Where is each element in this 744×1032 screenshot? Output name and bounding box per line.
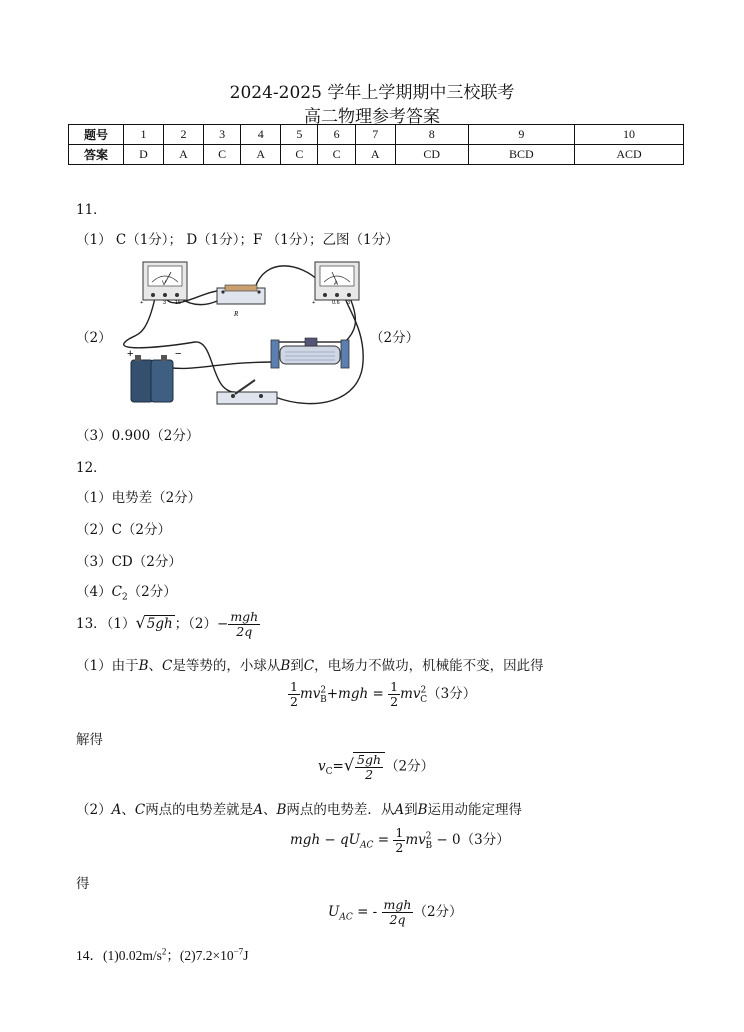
frac-den: 2q: [389, 912, 406, 927]
row-label-answers: 答案: [69, 145, 124, 165]
q12-part1: （1）电势差（2分）: [76, 490, 202, 506]
frac-den: 2: [290, 694, 298, 709]
sup: 2: [161, 946, 167, 957]
q13-de: 得: [76, 876, 90, 892]
frac-den: 2: [390, 694, 399, 709]
var: mv: [405, 832, 426, 848]
ammeter-tick: 0.6: [332, 300, 340, 306]
table-cell: 4: [241, 125, 281, 145]
text: 两点的电势差就是: [145, 802, 254, 818]
text: 运用动能定理得: [427, 802, 523, 818]
battery-minus: −: [175, 348, 182, 360]
text: 是等势的，小球从: [172, 658, 281, 674]
sup: 2: [425, 831, 432, 842]
eq: = -: [357, 904, 378, 920]
rheostat: [271, 338, 349, 368]
switch: [217, 380, 277, 404]
voltmeter-tick: 3: [163, 300, 167, 306]
q11-part1: （1） C（1分）； D（1分）；F （1分）；乙图（1分）: [76, 232, 399, 248]
text: 两点的电势差．从: [286, 802, 395, 818]
answer-table: [68, 124, 684, 165]
frac-num: 1: [390, 679, 399, 694]
var: C: [303, 658, 315, 674]
table-row-answers: [69, 145, 684, 165]
circuit-diagram: [105, 252, 375, 412]
table-cell: 1: [124, 125, 164, 145]
equation-potential-difference: [328, 898, 463, 927]
var: C: [134, 802, 146, 818]
resistor-label: R: [234, 310, 239, 318]
sup: 2: [320, 685, 327, 696]
q12-part4: [76, 580, 177, 603]
frac-num: 1: [290, 679, 298, 694]
document-subtitle: 高二物理参考答案: [304, 107, 440, 127]
text: 到: [290, 658, 304, 674]
sub: B: [320, 694, 327, 705]
text: − 0: [436, 832, 461, 848]
sub: AC: [360, 840, 374, 851]
table-cell: 9: [468, 125, 574, 145]
frac-den: 2: [365, 767, 374, 782]
table-cell: 7: [355, 125, 395, 145]
q11-part2-label: （2）: [76, 330, 112, 346]
var: U: [328, 904, 340, 920]
voltmeter-tick: +: [140, 300, 144, 306]
text: 、: [262, 802, 277, 818]
q13-sqrt: 5gh: [146, 616, 173, 632]
voltmeter-symbol: V: [162, 281, 167, 287]
table-cell: ACD: [575, 145, 684, 165]
var: mv: [299, 686, 321, 702]
q12-part4-var: C: [111, 584, 122, 600]
q13-neg: −: [217, 616, 229, 632]
row-label-numbers: 题号: [69, 125, 124, 145]
var: B: [276, 802, 287, 818]
ammeter-tick: 3: [347, 300, 351, 306]
ammeter-tick: +: [312, 300, 316, 306]
frac-den: 2: [395, 840, 404, 855]
table-cell: 2: [163, 125, 203, 145]
equation-velocity: $v_C=√$ $\frac{5gh}{2}$ （2分）: [318, 752, 435, 782]
var: A: [394, 802, 405, 818]
var: A: [111, 802, 122, 818]
resistor: [217, 285, 265, 318]
q13-solve: 解得: [76, 732, 103, 748]
sup: −7: [233, 946, 244, 957]
var: v: [318, 758, 326, 775]
table-cell: C: [318, 145, 355, 165]
ammeter: [312, 262, 359, 306]
q13-part2-text: [76, 798, 522, 818]
battery: [127, 348, 181, 402]
eq: =: [332, 758, 344, 775]
q13-answers: 13．（1）√5gh ；（2）− $\frac{\text{mgh}}{2q}$: [76, 609, 259, 639]
table-cell: A: [355, 145, 395, 165]
voltmeter: [140, 262, 187, 306]
sub: B: [425, 840, 433, 851]
var: mgh − qU: [290, 832, 361, 848]
sup: 2: [420, 685, 427, 696]
q11-part2-score: （2分）: [370, 330, 420, 346]
q11-part3: （3）0.900（2分）: [76, 428, 200, 444]
table-cell: C: [281, 145, 318, 165]
wire: [165, 362, 275, 368]
battery-plus: +: [127, 348, 134, 360]
table-cell: 6: [318, 125, 355, 145]
text: 、: [121, 802, 135, 818]
table-cell: CD: [395, 145, 468, 165]
q14-answers: [76, 944, 248, 964]
table-row-numbers: [69, 125, 684, 145]
equation-work-energy: [290, 826, 510, 855]
text: （1）由于: [76, 658, 139, 674]
table-cell: 8: [395, 125, 468, 145]
q12-part4-score: （2分）: [127, 584, 177, 600]
var: C: [162, 658, 173, 674]
wire: [255, 266, 320, 288]
var: B: [138, 658, 149, 674]
table-cell: 5: [281, 125, 318, 145]
q14-part2: ；(2)7.2×10: [166, 948, 234, 963]
q13-part1-text: [76, 654, 544, 674]
frac-num: 5gh: [357, 752, 382, 767]
sub: C: [420, 694, 428, 705]
q12-part3: （3）CD（2分）: [76, 554, 182, 570]
score: （3分）: [460, 832, 510, 848]
var: B: [280, 658, 291, 674]
table-cell: BCD: [468, 145, 574, 165]
q11-number: 11．: [76, 202, 107, 218]
q12-number: 12．: [76, 460, 107, 476]
score: （2分）: [413, 904, 463, 920]
q12-part4-sub: 2: [121, 592, 128, 603]
var: B: [417, 802, 428, 818]
var: A: [253, 802, 263, 818]
voltmeter-tick: 15: [175, 300, 182, 306]
table-cell: D: [124, 145, 164, 165]
q14-unit: J: [243, 948, 249, 963]
var: mv: [400, 686, 421, 702]
frac-num: 1: [395, 825, 404, 840]
var: +mgh =: [326, 686, 384, 702]
score: （3分）: [427, 686, 477, 702]
table-cell: 10: [575, 125, 684, 145]
table-cell: A: [163, 145, 203, 165]
table-cell: 3: [203, 125, 240, 145]
q13-sep: ；（2）: [174, 616, 218, 632]
sub: C: [325, 767, 333, 778]
text: （2）: [76, 802, 112, 818]
equation-energy: [288, 680, 476, 709]
text: ，电场力不做功，机械能不变，因此得: [314, 658, 544, 674]
q14-part1: 14．(1)0.02m/s: [76, 948, 162, 963]
score: （2分）: [385, 758, 435, 775]
text: 到: [404, 802, 418, 818]
sub: AC: [339, 912, 353, 923]
q12-part4-prefix: （4）: [76, 584, 112, 600]
eq: =: [377, 832, 390, 848]
table-cell: C: [203, 145, 240, 165]
document-title: 2024-2025 学年上学期期中三校联考: [229, 83, 515, 103]
q13-ans2-num: mgh: [230, 609, 259, 624]
text: 、: [148, 658, 163, 674]
table-cell: A: [241, 145, 281, 165]
q13-ans2-den: 2q: [236, 624, 253, 639]
q12-part2: （2）C（2分）: [76, 522, 172, 538]
frac-num: mgh: [383, 897, 412, 912]
ammeter-symbol: A: [334, 281, 339, 287]
q13-prefix: 13．（1）: [76, 616, 136, 632]
